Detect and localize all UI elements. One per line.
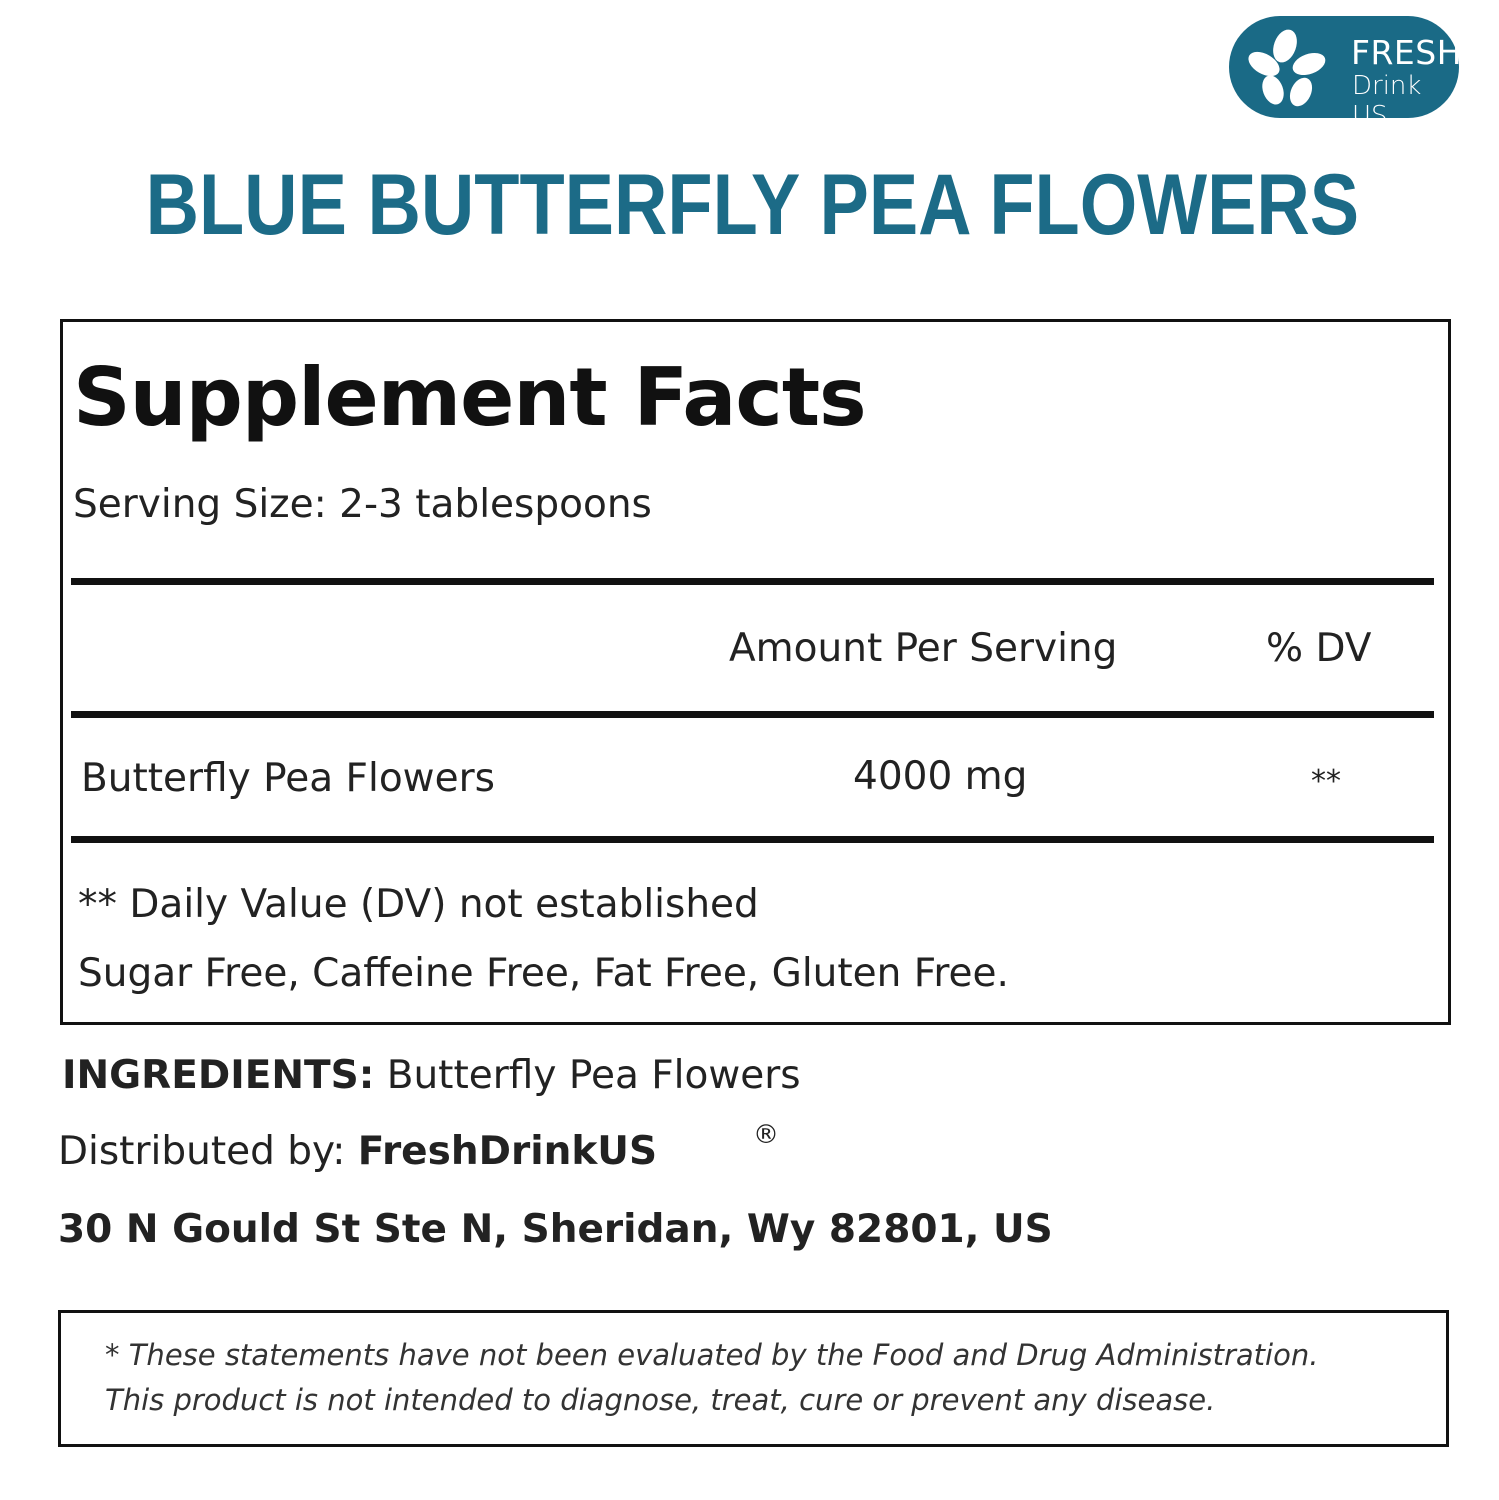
distributor-address: 30 N Gould St Ste N, Sheridan, Wy 82801, US: [58, 1207, 1053, 1252]
disclaimer-line-2: This product is not intended to diagnose, treat, cure or prevent any disease.: [105, 1383, 1216, 1417]
ingredients-line: [62, 1052, 801, 1100]
ingredient-amount-cell: 4000 mg: [853, 754, 1028, 799]
ingredient-name-cell: Butterfly Pea Flowers: [81, 756, 495, 801]
column-header-dv: % DV: [1266, 626, 1372, 671]
serving-size: Serving Size: 2-3 tablespoons: [73, 482, 652, 527]
free-from-note: Sugar Free, Caffeine Free, Fat Free, Gluten Free.: [78, 951, 1009, 996]
divider: [71, 578, 1434, 585]
logo-line-fresh: FRESH: [1351, 33, 1463, 72]
registered-mark: ®: [753, 1120, 779, 1150]
column-header-amount: Amount Per Serving: [729, 626, 1118, 671]
ingredients-label: INGREDIENTS:: [62, 1053, 375, 1098]
distributor-label: Distributed by:: [58, 1129, 358, 1174]
logo-line-drink-us: Drink US: [1352, 71, 1422, 131]
distributor-name: FreshDrinkUS: [357, 1129, 658, 1174]
divider: [71, 836, 1434, 843]
facts-heading: Supplement Facts: [73, 351, 866, 444]
ingredient-dv-cell: **: [1311, 764, 1341, 799]
disclaimer-line-1: * These statements have not been evaluated by the Food and Drug Administration.: [105, 1338, 1319, 1372]
distributor-line: [58, 1128, 657, 1176]
fda-disclaimer-box: [58, 1310, 1449, 1447]
supplement-facts-panel: [60, 319, 1451, 1025]
dv-footnote: ** Daily Value (DV) not established: [78, 882, 759, 927]
brand-logo: [1229, 16, 1463, 131]
butterfly-flower-icon: [1247, 28, 1329, 110]
product-title: BLUE BUTTERFLY PEA FLOWERS: [145, 157, 1360, 253]
ingredients-value: Butterfly Pea Flowers: [374, 1053, 801, 1098]
divider: [71, 711, 1434, 718]
